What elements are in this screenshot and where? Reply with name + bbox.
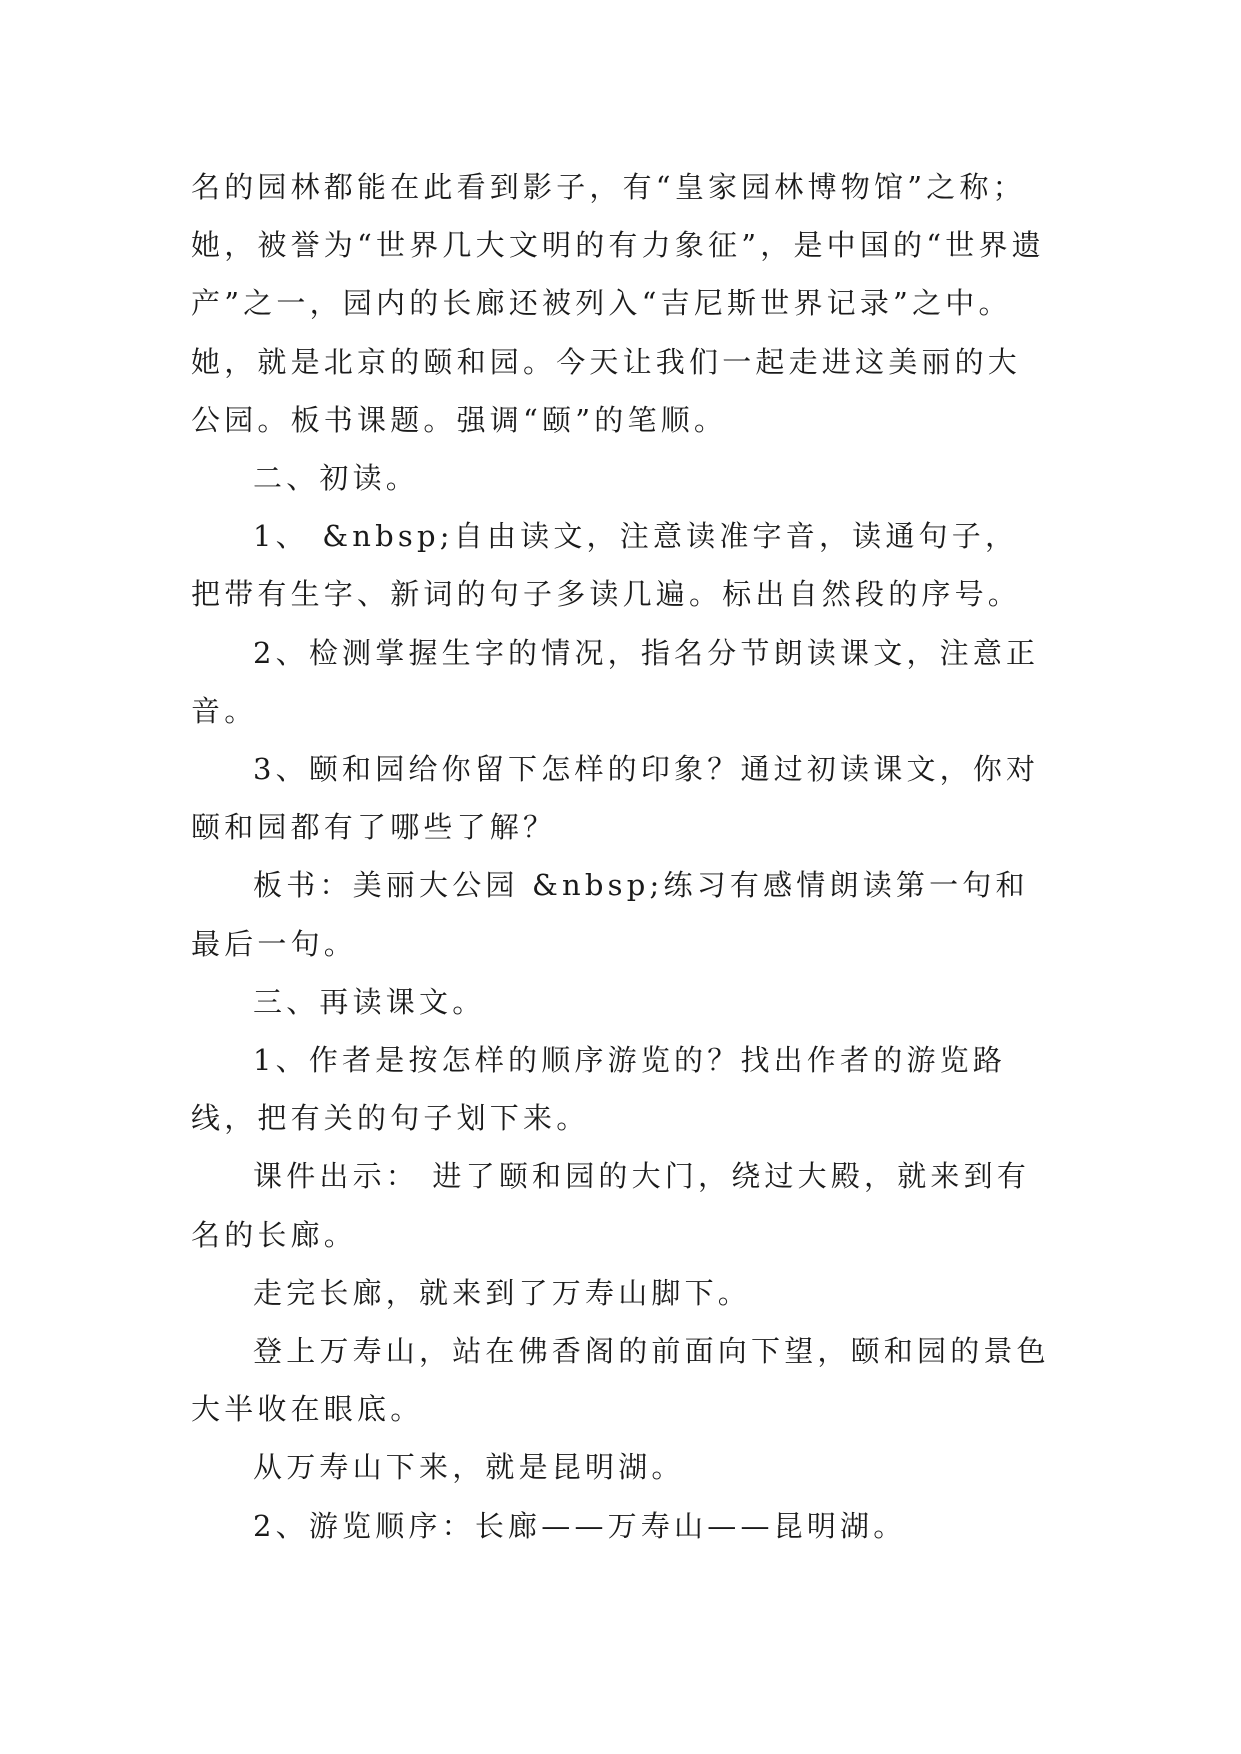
list-item-free-reading: 1、 &nbsp;自由读文，注意读准字音，读通句子，把带有生字、新词的句子多读几遍。标出自然段的序号。 — [191, 519, 1022, 612]
paragraph-courseware: 课件出示： 进了颐和园的大门，绕过大殿，就来到有名的长廊。 — [191, 1159, 1031, 1252]
list-item-tour-sequence: 2、游览顺序：长廊——万寿山——昆明湖。 — [253, 1508, 907, 1543]
paragraph-long-corridor: 走完长廊，就来到了万寿山脚下。 — [253, 1275, 752, 1310]
section-heading-first-reading: 二、初读。 — [253, 461, 420, 496]
list-item-check-characters: 2、检测掌握生字的情况，指名分节朗读课文，注意正音。 — [191, 635, 1040, 728]
paragraph-intro: 名的园林都能在此看到影子，有“皇家园林博物馆”之称；她，被誉为“世界几大文明的有力象征”，是中国的“世界遗产”之一，园内的长廊还被列入“吉尼斯世界记录”之中。她，就是北京的颐和园。今天让我们一起走进这美丽的大公园。板书课题。强调“颐”的笔顺。 — [191, 170, 1045, 437]
paragraph-kunming-lake: 从万寿山下来，就是昆明湖。 — [253, 1450, 685, 1485]
document-body — [191, 158, 1051, 1555]
paragraph-blackboard: 板书：美丽大公园 &nbsp;练习有感情朗读第一句和最后一句。 — [191, 868, 1029, 961]
list-item-impression: 3、颐和园给你留下怎样的印象？通过初读课文，你对颐和园都有了哪些了解？ — [191, 752, 1040, 845]
paragraph-wanshou-hill: 登上万寿山，站在佛香阁的前面向下望，颐和园的景色大半收在眼底。 — [191, 1334, 1050, 1427]
section-heading-reread: 三、再读课文。 — [253, 984, 486, 1019]
list-item-tour-order: 1、作者是按怎样的顺序游览的？找出作者的游览路线，把有关的句子划下来。 — [191, 1043, 1007, 1136]
